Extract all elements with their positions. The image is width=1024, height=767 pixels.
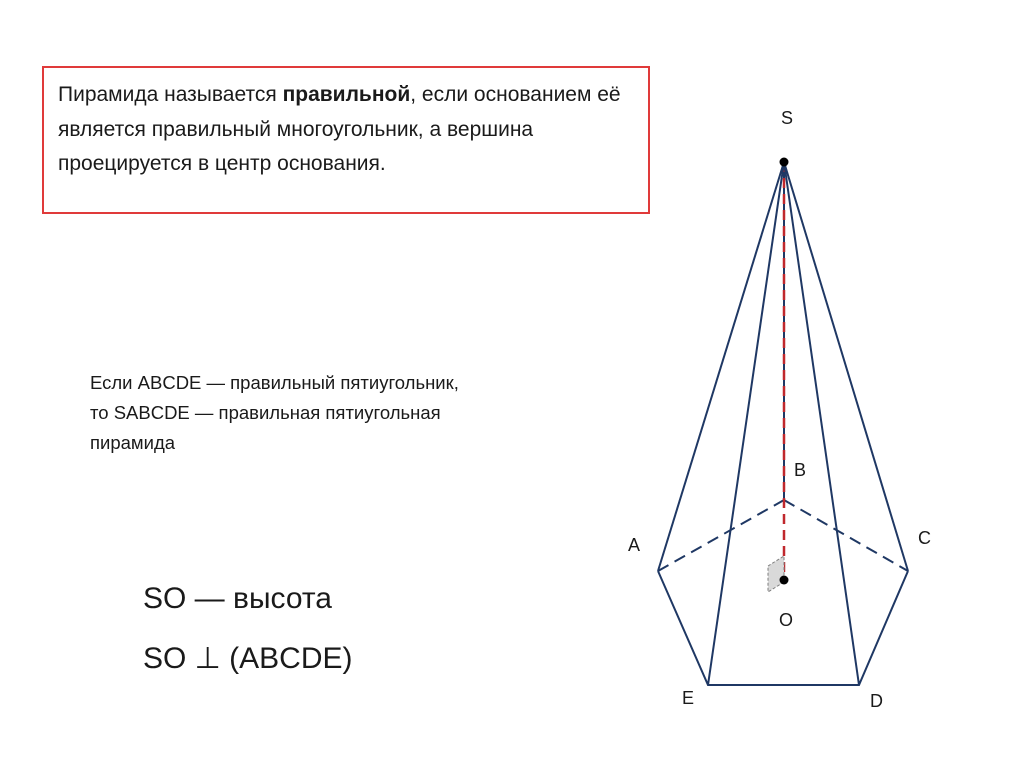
condition-line-1: Если ABCDE — правильный пятиугольник, xyxy=(90,372,459,393)
definition-keyword: правильной xyxy=(282,83,411,106)
right-angle-marker xyxy=(768,556,784,592)
condition-line-2: то SABCDE — правильная пятиугольная xyxy=(90,402,441,423)
height-formula: SO — высота xyxy=(143,582,332,615)
label-D: D xyxy=(870,691,883,711)
label-O: O xyxy=(779,610,794,630)
point-S xyxy=(780,158,789,167)
point-O xyxy=(780,576,789,585)
label-B: B xyxy=(794,460,807,480)
perpendicular-formula: SO ⊥ (ABCDE) xyxy=(143,642,353,675)
definition-text-end: , если основанием её является правильный многоугольник, а вершина проецируется в центр основания. xyxy=(58,83,621,175)
label-A: A xyxy=(628,535,641,555)
definition-text-start: Пирамида называется xyxy=(58,83,283,106)
label-C: C xyxy=(918,528,931,548)
label-E: E xyxy=(682,688,695,708)
edge-SD xyxy=(784,162,859,685)
edge-SE xyxy=(708,162,784,685)
condition-line-3: пирамида xyxy=(90,432,176,453)
label-S: S xyxy=(781,108,794,128)
